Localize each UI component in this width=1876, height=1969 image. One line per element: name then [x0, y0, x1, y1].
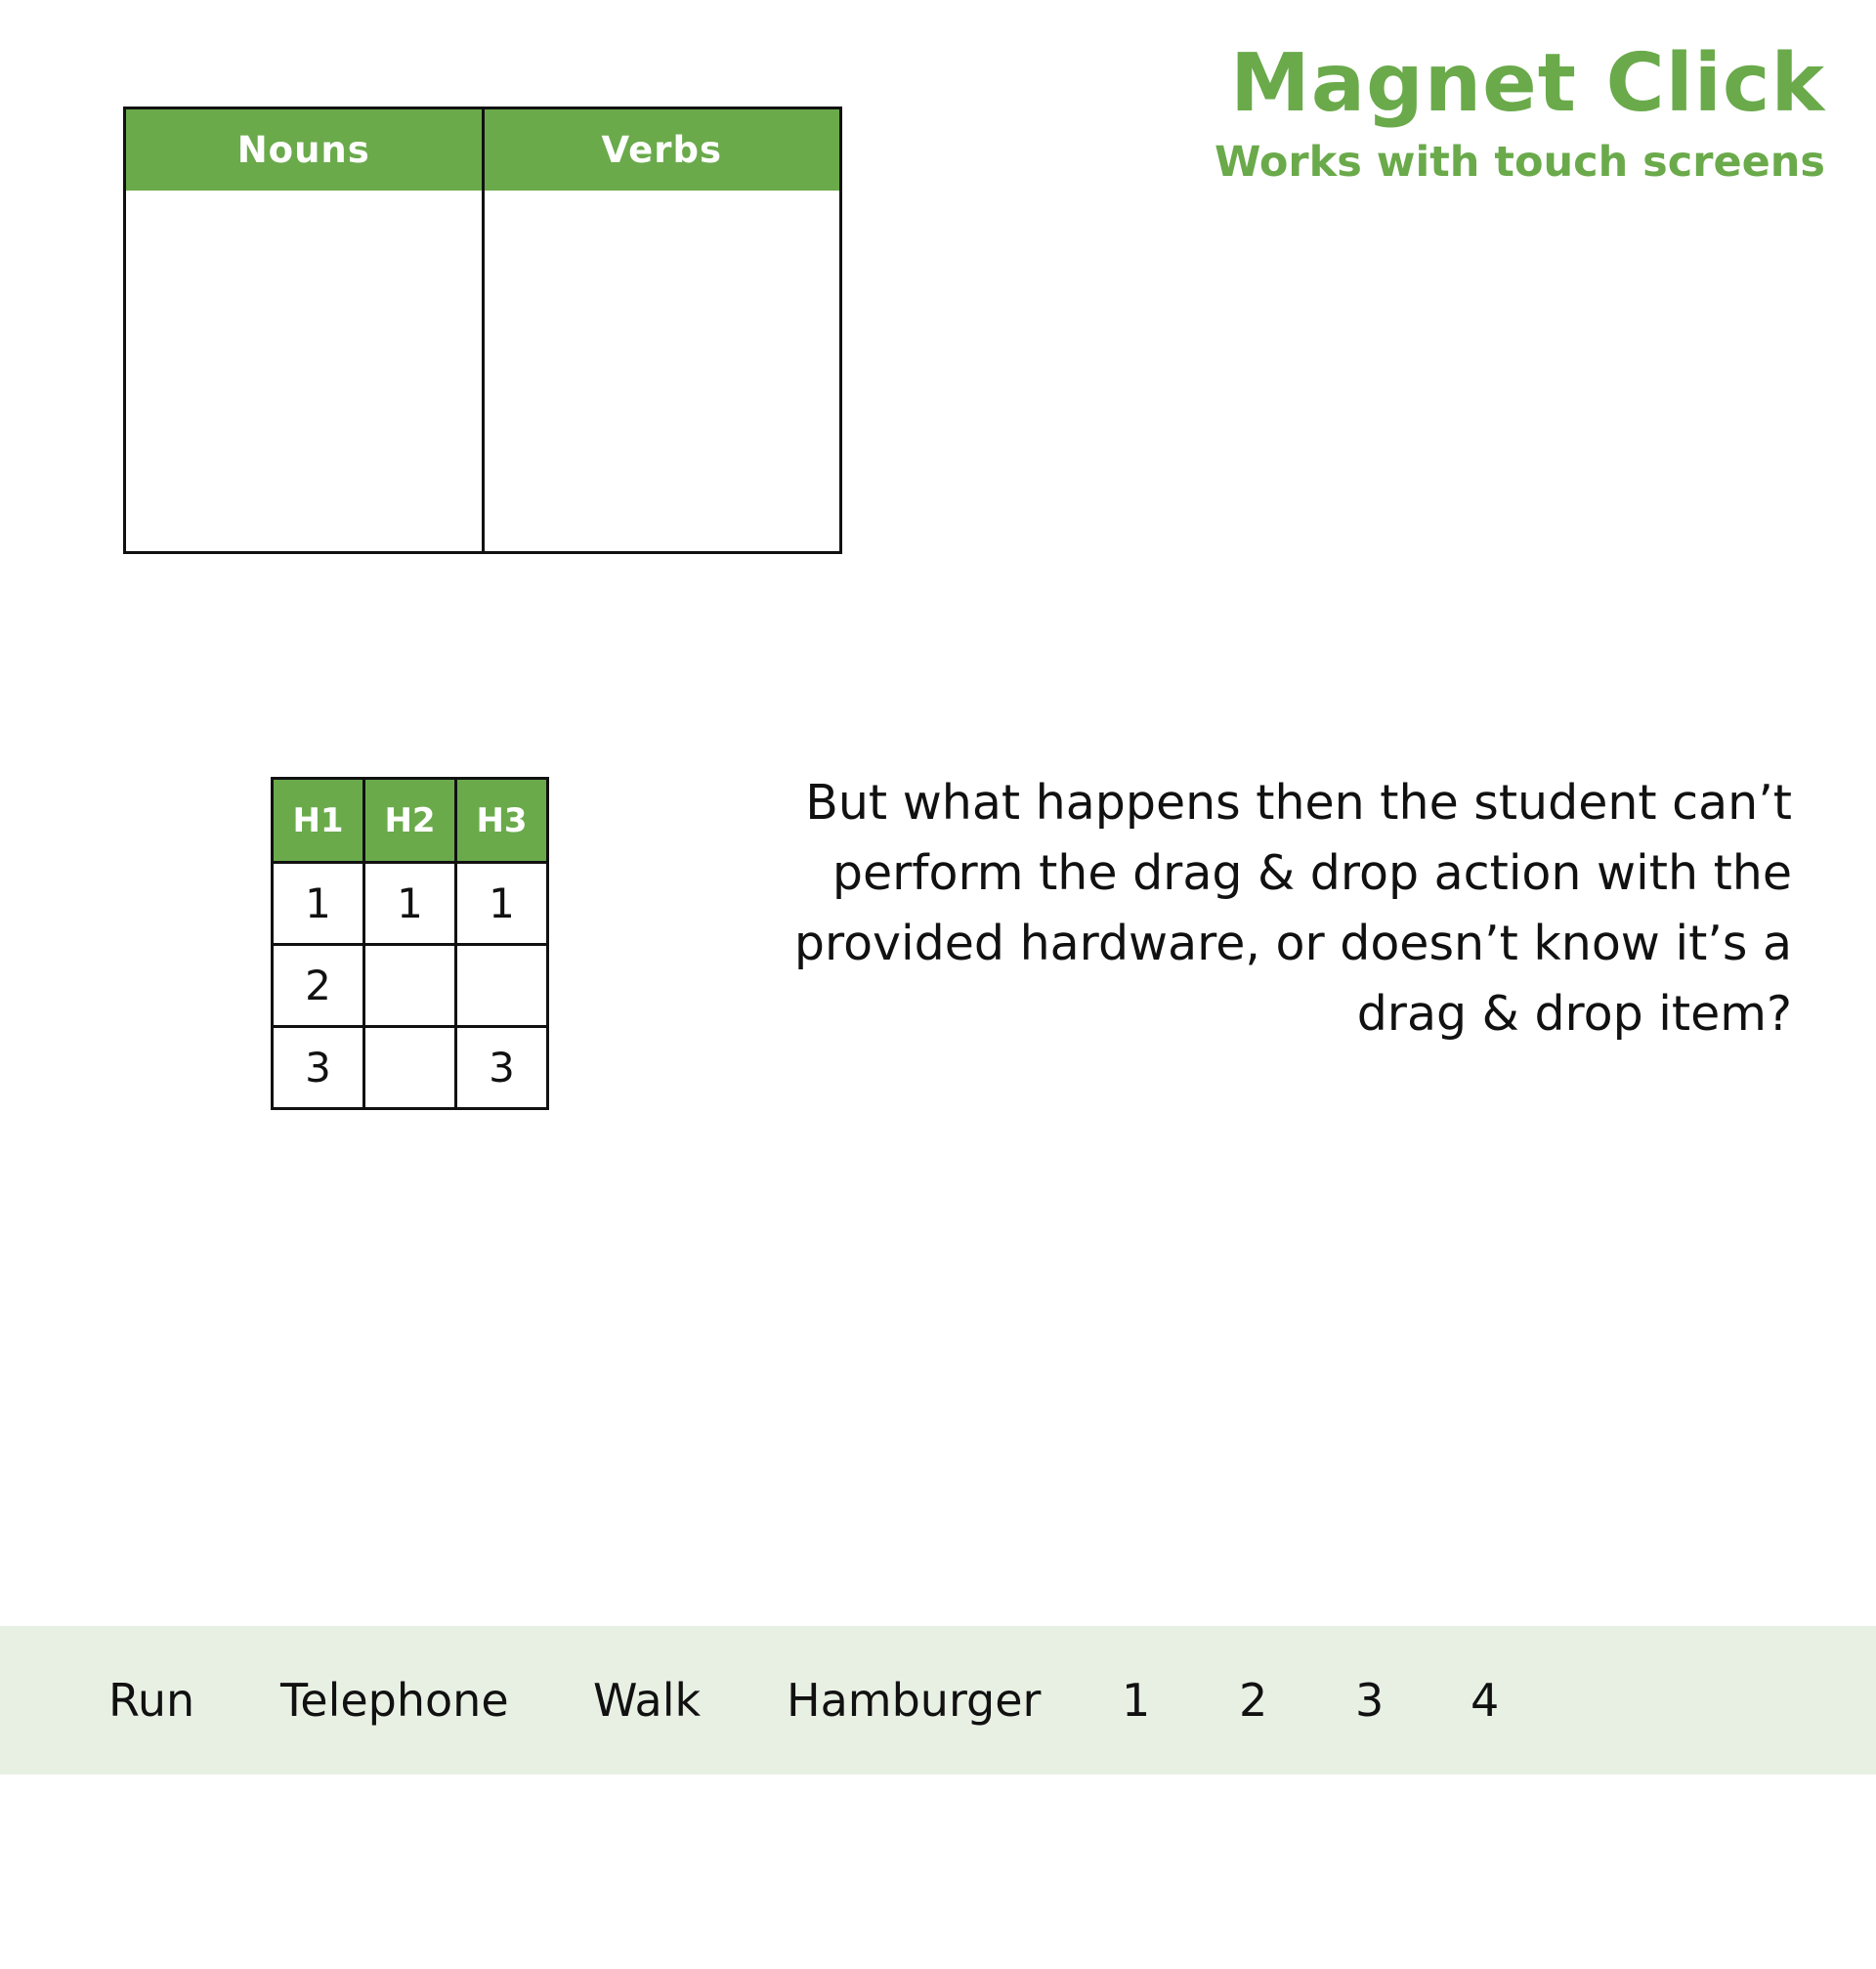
page-title: Magnet Click	[1230, 37, 1825, 130]
word-bank-item-1[interactable]: 1	[1122, 1674, 1151, 1727]
table-cell[interactable]: 3	[456, 1027, 548, 1109]
table-cell[interactable]: 1	[364, 863, 456, 945]
table-header-row	[273, 779, 548, 863]
word-bank	[0, 1626, 1876, 1775]
word-bank-item-walk[interactable]: Walk	[593, 1674, 702, 1727]
word-bank-item-run[interactable]: Run	[108, 1674, 195, 1727]
sort-column-nouns	[126, 109, 482, 551]
table-cell[interactable]	[364, 945, 456, 1027]
word-bank-item-2[interactable]: 2	[1239, 1674, 1268, 1727]
word-bank-item-3[interactable]: 3	[1355, 1674, 1385, 1727]
table-row	[273, 945, 548, 1027]
table-cell[interactable]: 3	[273, 1027, 364, 1109]
column-header-h3: H3	[456, 779, 548, 863]
word-bank-item-hamburger[interactable]: Hamburger	[787, 1674, 1042, 1727]
sort-board	[123, 107, 842, 554]
table-cell[interactable]: 2	[273, 945, 364, 1027]
header	[1215, 35, 1825, 192]
table-row	[273, 863, 548, 945]
table-cell[interactable]: 1	[273, 863, 364, 945]
table-row	[273, 1027, 548, 1109]
word-bank-item-telephone[interactable]: Telephone	[280, 1674, 509, 1727]
table-cell[interactable]	[364, 1027, 456, 1109]
sort-column-verbs	[482, 109, 840, 551]
question-text: But what happens then the student can’t perform the drag & drop action with the provided hardware, or doesn’t know it’s a drag & drop item?	[793, 775, 1792, 1042]
word-bank-item-4[interactable]: 4	[1471, 1674, 1500, 1727]
column-header-h2: H2	[364, 779, 456, 863]
sort-column-header: Nouns	[126, 109, 482, 191]
column-header-h1: H1	[273, 779, 364, 863]
h-table	[271, 777, 549, 1110]
table-cell[interactable]	[456, 945, 548, 1027]
sort-column-header: Verbs	[485, 109, 840, 191]
verbs-drop-zone[interactable]	[485, 191, 840, 551]
nouns-drop-zone[interactable]	[126, 191, 482, 551]
table-cell[interactable]: 1	[456, 863, 548, 945]
page-subtitle: Works with touch screens	[1214, 138, 1825, 187]
